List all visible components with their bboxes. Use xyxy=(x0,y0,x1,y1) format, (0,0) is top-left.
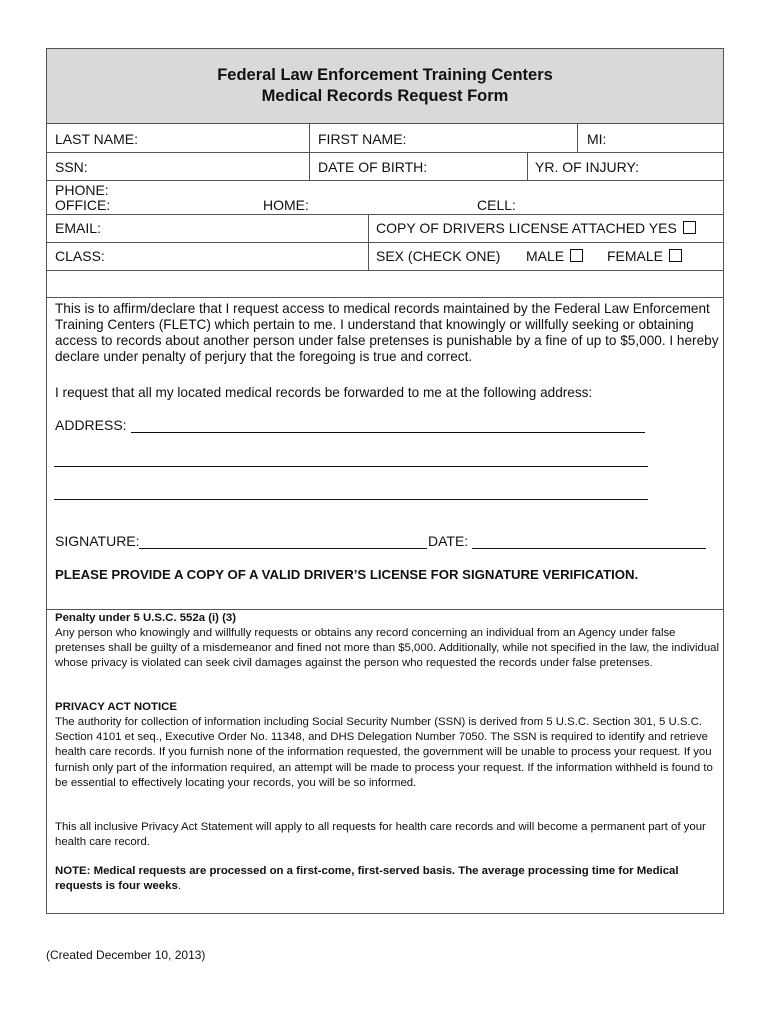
license-yes-checkbox[interactable] xyxy=(683,221,696,234)
section-divider xyxy=(47,609,723,610)
address-line-2[interactable] xyxy=(54,466,648,467)
female-option xyxy=(607,248,682,264)
female-checkbox[interactable] xyxy=(669,249,682,262)
privacy-act-text: The authority for collection of information including Social Security Number (SSN) is derived from 5 U.S.C. Section 301, 5 U.S.C. Section 4101 et seq., Executive Order No. 11348, and DHS Delegation Number 7050. The SSN is required to identify and retrieve health care records. If you furnish none of the information requested, the government will be unable to process your request. If you furnish only part of the information required, an attempt will be made to process your request. If the information withheld is found to be essential to effectively locating your records, you will be so informed. xyxy=(55,716,713,789)
first-name-field[interactable]: FIRST NAME: xyxy=(318,131,407,147)
column-divider xyxy=(309,123,310,180)
privacy-act-title: PRIVACY ACT NOTICE xyxy=(55,701,177,713)
row-divider xyxy=(47,297,723,298)
row-divider xyxy=(47,270,723,271)
home-phone-field[interactable]: HOME: xyxy=(263,197,309,213)
processing-note: NOTE: Medical requests are processed on a first-come, first-served basis. The average processing time for Medical requests is four weeks. xyxy=(55,865,679,893)
row-divider xyxy=(47,214,723,215)
date-label: DATE: xyxy=(428,533,469,549)
license-verification-notice: PLEASE PROVIDE A COPY OF A VALID DRIVER’S LICENSE FOR SIGNATURE VERIFICATION. xyxy=(55,567,639,582)
form-title: Medical Records Request Form xyxy=(261,87,509,105)
office-phone-field[interactable]: OFFICE: xyxy=(55,197,111,213)
cell-phone-field[interactable]: CELL: xyxy=(477,197,516,213)
form-header xyxy=(47,49,723,124)
male-checkbox[interactable] xyxy=(570,249,583,262)
license-attached-text: COPY OF DRIVERS LICENSE ATTACHED YES xyxy=(376,220,677,236)
middle-initial-field[interactable]: MI: xyxy=(587,131,607,147)
agency-title: Federal Law Enforcement Training Centers xyxy=(217,66,553,84)
address-line-1[interactable] xyxy=(131,432,645,433)
column-divider xyxy=(577,123,578,152)
sex-label: SEX (CHECK ONE) xyxy=(376,248,501,264)
created-date: (Created December 10, 2013) xyxy=(46,948,206,962)
date-of-birth-field[interactable]: DATE OF BIRTH: xyxy=(318,159,428,175)
processing-note-text: NOTE: Medical requests are processed on a first-come, first-served basis. The average processing time for Medical requests is four weeks xyxy=(55,865,679,893)
row-divider xyxy=(47,242,723,243)
license-attached-label xyxy=(376,220,696,236)
female-label: FEMALE xyxy=(607,248,664,264)
year-of-injury-field[interactable]: YR. OF INJURY: xyxy=(535,159,639,175)
inclusive-statement: This all inclusive Privacy Act Statement will apply to all requests for health care records and will become a permanent part of your health care record. xyxy=(55,821,706,849)
male-label: MALE xyxy=(526,248,565,264)
forward-request-text: I request that all my located medical records be forwarded to me at the following address: xyxy=(55,385,593,400)
affirmation-paragraph: This is to affirm/declare that I request access to medical records maintained by the Federal Law Enforcement Training Centers (FLETC) which pertain to me. I understand that knowingly or willfully seeking or obtaining access to records about another person under false pretenses is punishable by a fine of up to $5,000. I hereby declare under penalty of perjury that the foregoing is true and correct. xyxy=(55,301,719,364)
signature-label: SIGNATURE: xyxy=(55,533,140,549)
row-divider xyxy=(47,180,723,181)
ssn-field[interactable]: SSN: xyxy=(55,159,88,175)
penalty-text: Any person who knowingly and willfully requests or obtains any record concerning an individual from an Agency under false pretenses shall be guilty of a misdemeanor and fined not more than $5,000. Additionally, while not specified in the law, the individual whose privacy is violated can seek civil damages against the person who requested the records under false pretenses. xyxy=(55,627,720,670)
class-field[interactable]: CLASS: xyxy=(55,248,105,264)
column-divider xyxy=(368,214,369,270)
email-field[interactable]: EMAIL: xyxy=(55,220,101,236)
request-form xyxy=(46,48,724,914)
column-divider xyxy=(527,152,528,180)
row-divider xyxy=(47,152,723,153)
penalty-title: Penalty under 5 U.S.C. 552a (i) (3) xyxy=(55,612,237,624)
date-line[interactable] xyxy=(472,548,706,549)
male-option xyxy=(526,248,583,264)
signature-line[interactable] xyxy=(139,548,427,549)
address-line-3[interactable] xyxy=(54,499,648,500)
last-name-field[interactable]: LAST NAME: xyxy=(55,131,138,147)
phone-label: PHONE: xyxy=(55,182,109,198)
address-label: ADDRESS: xyxy=(55,417,127,433)
